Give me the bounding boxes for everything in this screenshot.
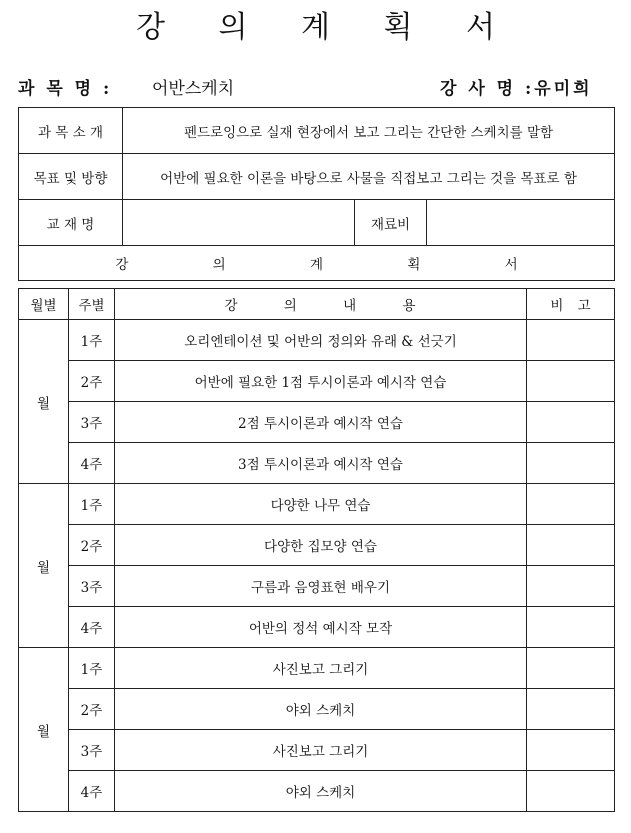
material-fee-label: 재료비 [355,200,427,246]
content-cell: 야외 스케치 [115,689,527,730]
content-cell: 다양한 나무 연습 [115,484,527,525]
schedule-table [18,288,615,812]
schedule-row [19,484,615,525]
schedule-row [19,607,615,648]
schedule-row [19,648,615,689]
schedule-row [19,689,615,730]
col-content-header: 강 의 내 용 [115,289,527,320]
col-note-header: 비 고 [527,289,615,320]
note-cell [527,443,615,484]
col-month-header: 월별 [19,289,69,320]
week-cell: 1주 [69,320,115,361]
instructor-name: 강 사 명 :유미희 [440,79,593,99]
content-cell: 사진보고 그리기 [115,730,527,771]
material-fee-value [427,200,615,246]
week-cell: 1주 [69,648,115,689]
note-cell [527,771,615,812]
schedule-row [19,566,615,607]
textbook-label: 교 재 명 [19,200,123,246]
course-name-label: 과 목 명 : [18,79,113,99]
week-cell: 4주 [69,771,115,812]
content-cell: 어반의 정석 예시작 모작 [115,607,527,648]
content-cell: 2점 투시이론과 예시작 연습 [115,402,527,443]
schedule-row [19,771,615,812]
goal-row [19,154,615,200]
overview-value: 펜드로잉으로 실재 현장에서 보고 그리는 간단한 스케치를 말함 [123,108,615,154]
week-cell: 2주 [69,689,115,730]
week-cell: 4주 [69,607,115,648]
month-cell: 월 [19,648,69,812]
week-cell: 3주 [69,730,115,771]
course-name-value: 어반스케치 [152,79,235,99]
note-cell [527,730,615,771]
content-cell: 다양한 집모양 연습 [115,525,527,566]
overview-label: 과 목 소 개 [19,108,123,154]
plan-title: 강 의 계 획 서 [19,246,615,281]
schedule-row [19,361,615,402]
schedule-row [19,443,615,484]
content-cell: 어반에 필요한 1점 투시이론과 예시작 연습 [115,361,527,402]
content-cell: 구름과 음영표현 배우기 [115,566,527,607]
month-cell: 월 [19,484,69,648]
week-cell: 4주 [69,443,115,484]
content-cell: 3점 투시이론과 예시작 연습 [115,443,527,484]
schedule-row [19,525,615,566]
week-cell: 3주 [69,402,115,443]
note-cell [527,402,615,443]
week-cell: 2주 [69,525,115,566]
overview-row [19,108,615,154]
content-cell: 사진보고 그리기 [115,648,527,689]
note-cell [527,525,615,566]
textbook-value [123,200,355,246]
note-cell [527,566,615,607]
note-cell [527,320,615,361]
schedule-row [19,320,615,361]
week-cell: 1주 [69,484,115,525]
goal-value: 어반에 필요한 이론을 바탕으로 사물을 직접보고 그리는 것을 목표로 함 [123,154,615,200]
schedule-row [19,730,615,771]
note-cell [527,484,615,525]
week-cell: 3주 [69,566,115,607]
note-cell [527,648,615,689]
note-cell [527,689,615,730]
col-week-header: 주별 [69,289,115,320]
content-cell: 야외 스케치 [115,771,527,812]
note-cell [527,607,615,648]
document-title: 강 의 계 획 서 [135,10,518,45]
schedule-header-row [19,289,615,320]
plan-title-row [19,246,615,281]
course-info-table [18,107,615,281]
content-cell: 오리엔테이션 및 어반의 정의와 유래 & 선긋기 [115,320,527,361]
schedule-row [19,402,615,443]
month-cell: 월 [19,320,69,484]
note-cell [527,361,615,402]
week-cell: 2주 [69,361,115,402]
goal-label: 목표 및 방향 [19,154,123,200]
textbook-row [19,200,615,246]
